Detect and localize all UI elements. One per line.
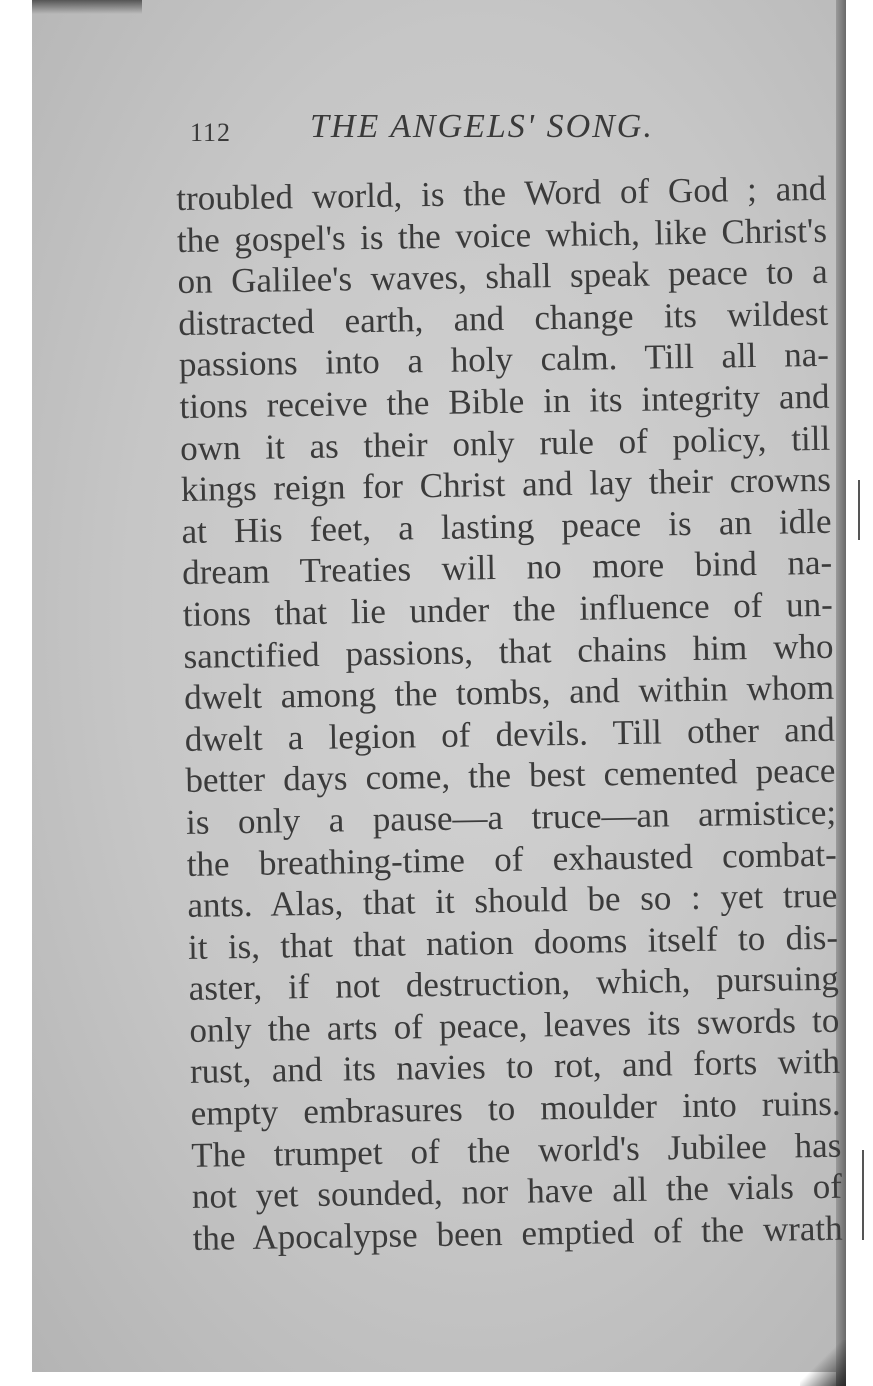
text-line: on Galilee's waves, shall speak peace to a <box>177 251 828 302</box>
text-line: it is, that that nation dooms itself to dis- <box>187 917 839 967</box>
text-line: is only a pause—a truce—an armistice; <box>185 792 837 842</box>
text-line: troubled world, is the Word of God ; and <box>176 168 827 218</box>
text-line: tions that lie under the influence of un- <box>182 584 834 634</box>
body-text <box>176 168 843 1260</box>
text-line: the gospel's is the voice which, like Christ's <box>176 210 828 260</box>
text-line: sanctified passions, that chains him who <box>183 626 834 676</box>
text-line: distracted earth, and change its wildest <box>177 293 829 343</box>
text-line: passions into a holy calm. Till all na- <box>178 335 830 385</box>
text-line: not yet sounded, nor have all the vials of <box>191 1166 843 1217</box>
text-line: dwelt among the tombs, and within whom <box>183 667 835 718</box>
text-line: rust, and its navies to rot, and forts with <box>189 1042 841 1092</box>
page-number: 112 <box>190 118 232 147</box>
running-header <box>190 108 750 152</box>
text-line: kings reign for Christ and lay their crowns <box>180 459 832 510</box>
running-title: THE ANGELS' SONG. <box>310 108 654 145</box>
text-line: dream Treaties will no more bind na- <box>181 543 833 593</box>
text-line: tions receive the Bible in its integrity and <box>179 376 830 426</box>
text-line: The trumpet of the world's Jubilee has <box>191 1125 842 1175</box>
text-line: at His feet, a lasting peace is an idle <box>181 501 832 551</box>
text-line: the breathing-time of exhausted combat- <box>186 834 838 884</box>
text-line: only the arts of peace, leaves its swords to <box>189 1000 840 1050</box>
text-line: better days come, the best cemented peace <box>185 751 836 801</box>
text-line: dwelt a legion of devils. Till other and <box>184 709 836 759</box>
text-line: empty embrasures to moulder into ruins. <box>190 1083 841 1133</box>
text-line: aster, if not destruction, which, pursuing <box>188 958 839 1009</box>
text-line: ants. Alas, that it should be so : yet true <box>187 875 838 926</box>
text-line: own it as their only rule of policy, till <box>179 418 831 468</box>
corner-shadow <box>800 1340 846 1386</box>
scan-artifact <box>858 480 860 540</box>
binding-shadow <box>32 0 142 14</box>
scan-artifact <box>862 1150 864 1240</box>
text-line: the Apocalypse been emptied of the wrath <box>192 1208 843 1258</box>
